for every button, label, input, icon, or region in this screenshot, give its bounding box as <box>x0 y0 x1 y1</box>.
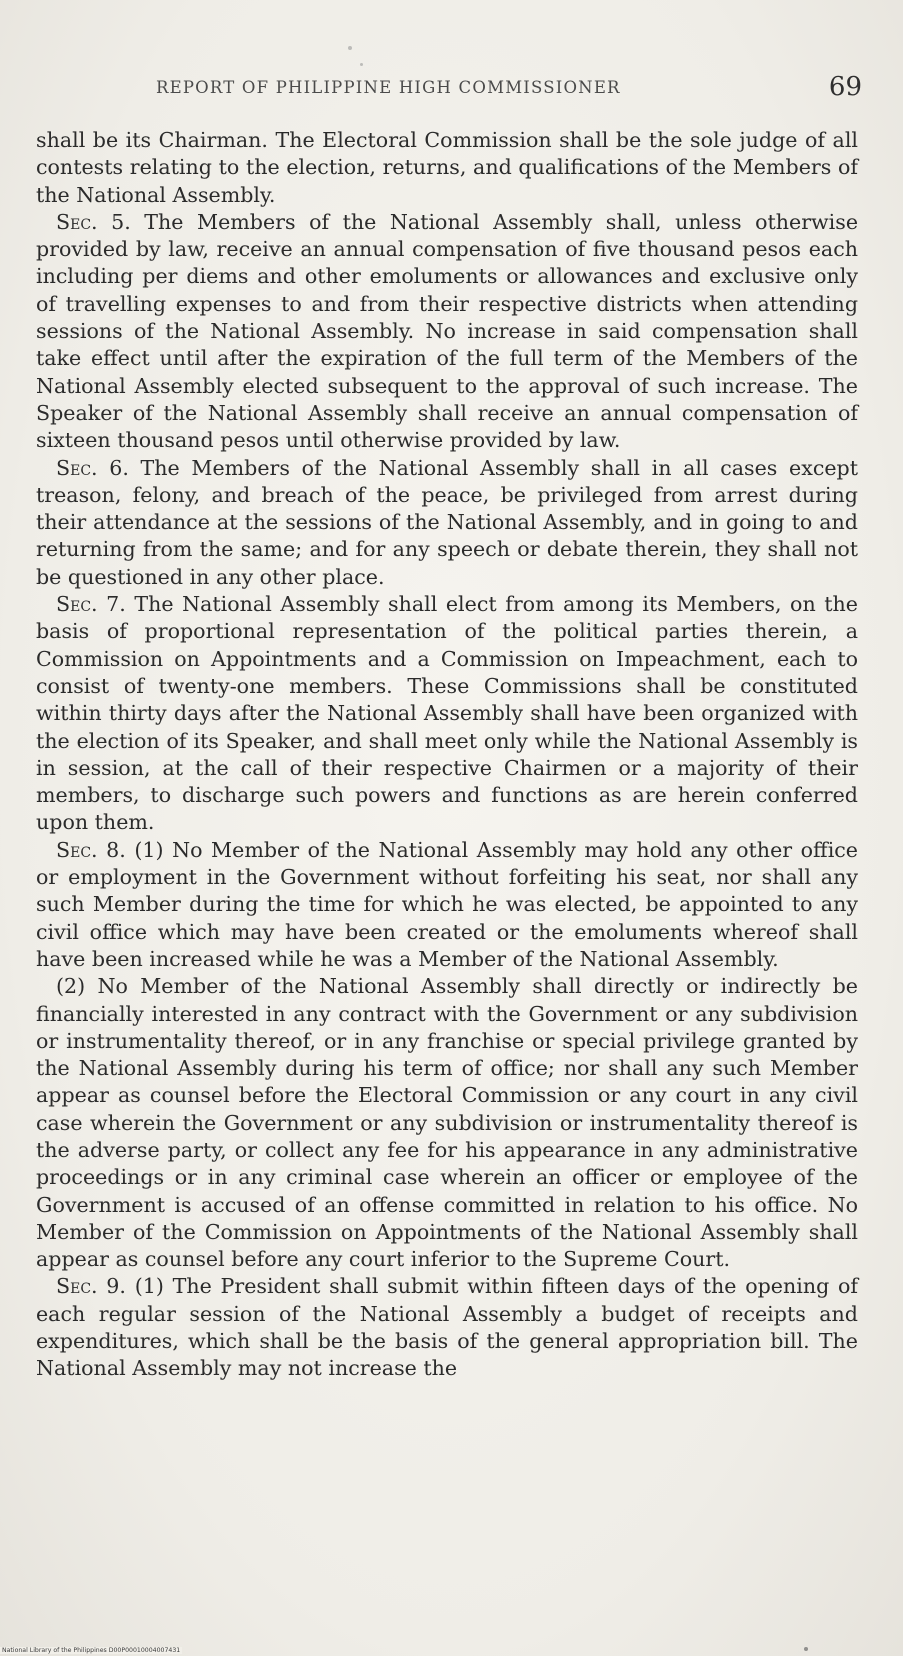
paragraph-text: (1) The President shall submit within fifteen days of the opening of each regular session of the National Assembly a budget of receipts and expenditures, which shall be the basis of the general appropriation bill. The National Assembly may not increase the <box>36 1274 859 1381</box>
paragraph-sec-7 <box>36 591 858 837</box>
paragraph-text: shall be its Chairman. The Electoral Commission shall be the sole judge of all contests relating to the election, returns, and qualifications of the Members of the National Assembly. <box>36 128 858 207</box>
section-label: Sec. 6. <box>56 455 129 480</box>
scan-speck <box>348 46 352 50</box>
paragraph-text: The National Assembly shall elect from among its Members, on the basis of proportional representation of the political parties therein, a Commission on Appointments and a Commission on Impeachment, each to consist of twenty-one members. These Commissions shall be constituted within thirty days after the National Assembly shall have been organized with the election of its Speaker, and shall meet only while the National Assembly is in session, at the call of their respective Chairmen or a majority of their members, to discharge such powers and functions as are herein conferred upon them. <box>36 592 858 835</box>
section-label: Sec. 8. <box>56 837 126 862</box>
section-label: Sec. 7. <box>56 592 126 617</box>
paragraph-sec-8-2 <box>36 973 858 1273</box>
body-text <box>36 127 858 1383</box>
paragraph-text: The Members of the National Assembly shall, unless otherwise provided by law, receive an annual compensation of five thousand pesos each including per diems and other emoluments or allowances and exclusive only of travelling expenses to and from their respective districts when attending sessions of the National Assembly. No increase in said compensation shall take effect until after the expiration of the full term of the Members of the National Assembly elected subsequent to the approval of such increase. The Speaker of the National Assembly shall receive an annual compensation of sixteen thousand pesos until otherwise provided by law. <box>36 209 859 453</box>
paragraph-sec-5 <box>36 209 858 455</box>
paragraph-sec-9 <box>36 1273 858 1382</box>
paragraph-text: The Members of the National Assembly shall in all cases except treason, felony, and breach of the peace, be privileged from arrest during their attendance at the sessions of the National Assembly, and in going to and returning from the same; and for any speech or debate therein, they shall not be questioned in any other place. <box>36 455 859 589</box>
scan-speck <box>804 1647 808 1651</box>
paragraph-sec-6 <box>36 455 858 591</box>
section-label: Sec. 9. <box>56 1274 126 1299</box>
page-header <box>36 72 862 112</box>
paragraph-text: (2) No Member of the National Assembly shall directly or indirectly be financially interested in any contract with the Government or any subdivision or instrumentality thereof, or in any franchise or special privilege granted by the National Assembly during his term of office; nor shall any such Member appear as counsel before the Electoral Commission or any court in any civil case wherein the Government or any subdivision or instrumentality thereof is the adverse party, or collect any fee for his appearance in any administrative proceedings or in any criminal case wherein an officer or employee of the Government is accused of an offense committed in relation to his office. No Member of the Commission on Appointments of the National Assembly shall appear as counsel before any court inferior to the Supreme Court. <box>36 974 858 1272</box>
paragraph-continuation <box>36 127 858 209</box>
page-number: 69 <box>828 72 862 102</box>
paragraph-text: (1) No Member of the National Assembly may hold any other office or employment in the Government without forfeiting his seat, nor shall any such Member during the time for which he was elected, be appointed to any civil office which may have been created or the emoluments whereof shall have been increased while he was a Member of the National Assembly. <box>36 837 858 971</box>
running-head: REPORT OF PHILIPPINE HIGH COMMISSIONER <box>156 78 621 97</box>
paragraph-sec-8 <box>36 837 858 973</box>
scan-speck <box>360 63 363 66</box>
scan-credit: National Library of the Philippines D00P00010004007431 <box>2 1647 181 1654</box>
section-label: Sec. 5. <box>56 209 131 234</box>
